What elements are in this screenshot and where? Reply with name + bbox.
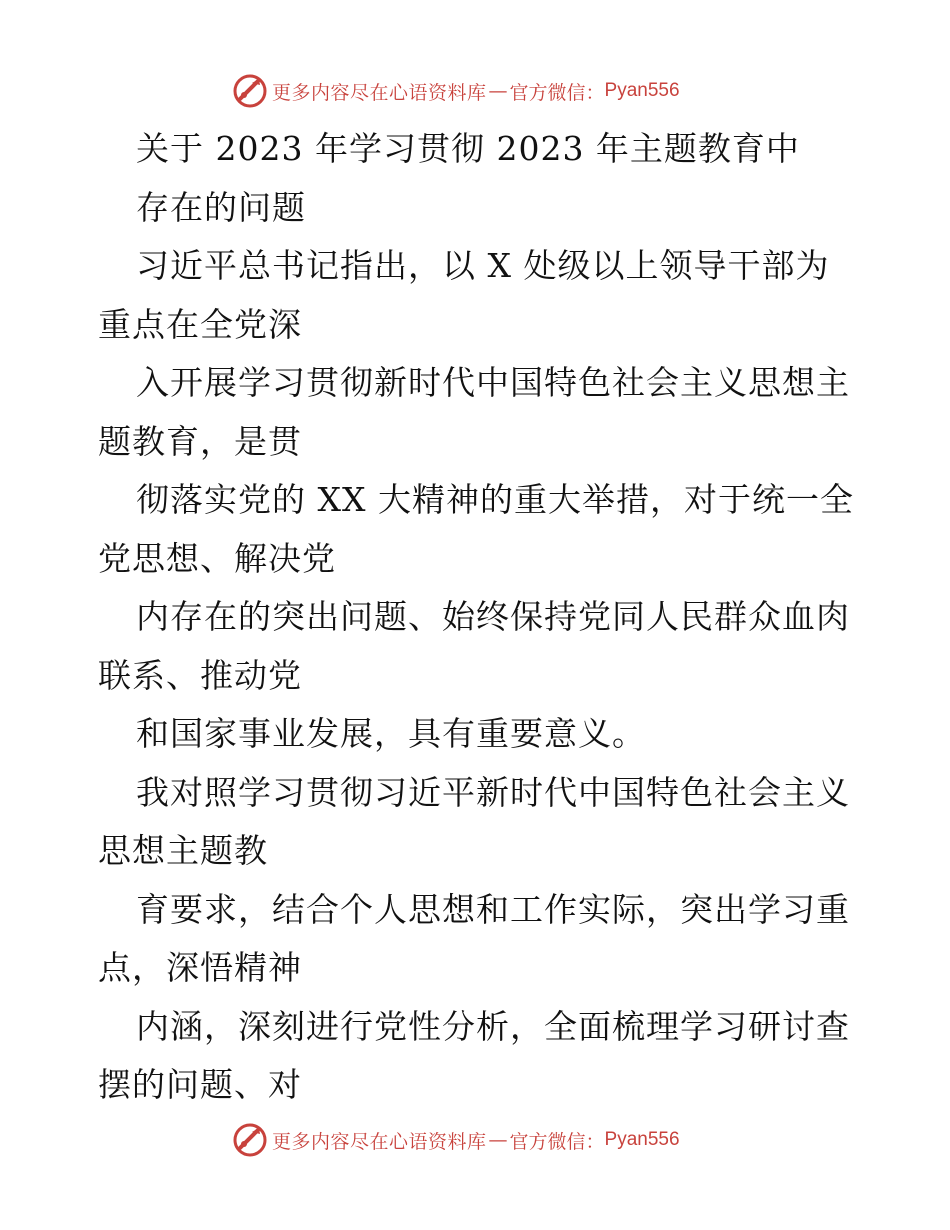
text-line: 摆的问题、对 <box>98 1065 302 1104</box>
text-line: 育要求，结合个人思想和工作实际，突出学习重 <box>136 889 850 929</box>
text-line: 思想主题教 <box>98 831 268 870</box>
text-line: 我对照学习贯彻习近平新时代中国特色社会主义 <box>136 772 850 812</box>
text-line: 党思想、解决党 <box>98 538 336 578</box>
text-line: 入开展学习贯彻新时代中国特色社会主义思想主 <box>136 363 850 402</box>
logo-icon <box>232 1122 268 1158</box>
watermark-footer <box>232 1122 680 1158</box>
text-line: 彻落实党的 XX 大精神的重大举措，对于统一全 <box>136 480 854 519</box>
watermark-separator: — <box>488 1129 508 1151</box>
watermark-wechat-label: 官方微信： <box>509 1130 605 1153</box>
watermark-brand: 更多内容尽在心语资料库 <box>272 1130 487 1153</box>
text-line: 内涵，深刻进行党性分析，全面梳理学习研讨查 <box>136 1006 850 1046</box>
logo-icon <box>232 73 268 109</box>
text-line: 重点在全党深 <box>98 304 302 344</box>
watermark-account: Pyan556 <box>604 80 680 101</box>
text-line: 题教育，是贯 <box>98 421 302 461</box>
text-line: 点，深悟精神 <box>98 948 302 987</box>
text-line: 关于 2023 年学习贯彻 2023 年主题教育中 <box>136 129 800 168</box>
text-line: 联系、推动党 <box>98 655 302 695</box>
text-line: 和国家事业发展，具有重要意义。 <box>136 714 646 753</box>
text-line: 习近平总书记指出，以 X 处级以上领导干部为 <box>136 246 830 285</box>
text-line: 存在的问题 <box>136 187 306 227</box>
watermark-brand: 更多内容尽在心语资料库 <box>272 81 487 104</box>
watermark-account: Pyan556 <box>604 1129 680 1150</box>
watermark-header <box>232 73 680 109</box>
watermark-separator: — <box>488 80 508 102</box>
text-line: 内存在的突出问题、始终保持党同人民群众血肉 <box>136 597 850 636</box>
watermark-wechat-label: 官方微信： <box>509 81 605 104</box>
document-body <box>98 120 858 1115</box>
